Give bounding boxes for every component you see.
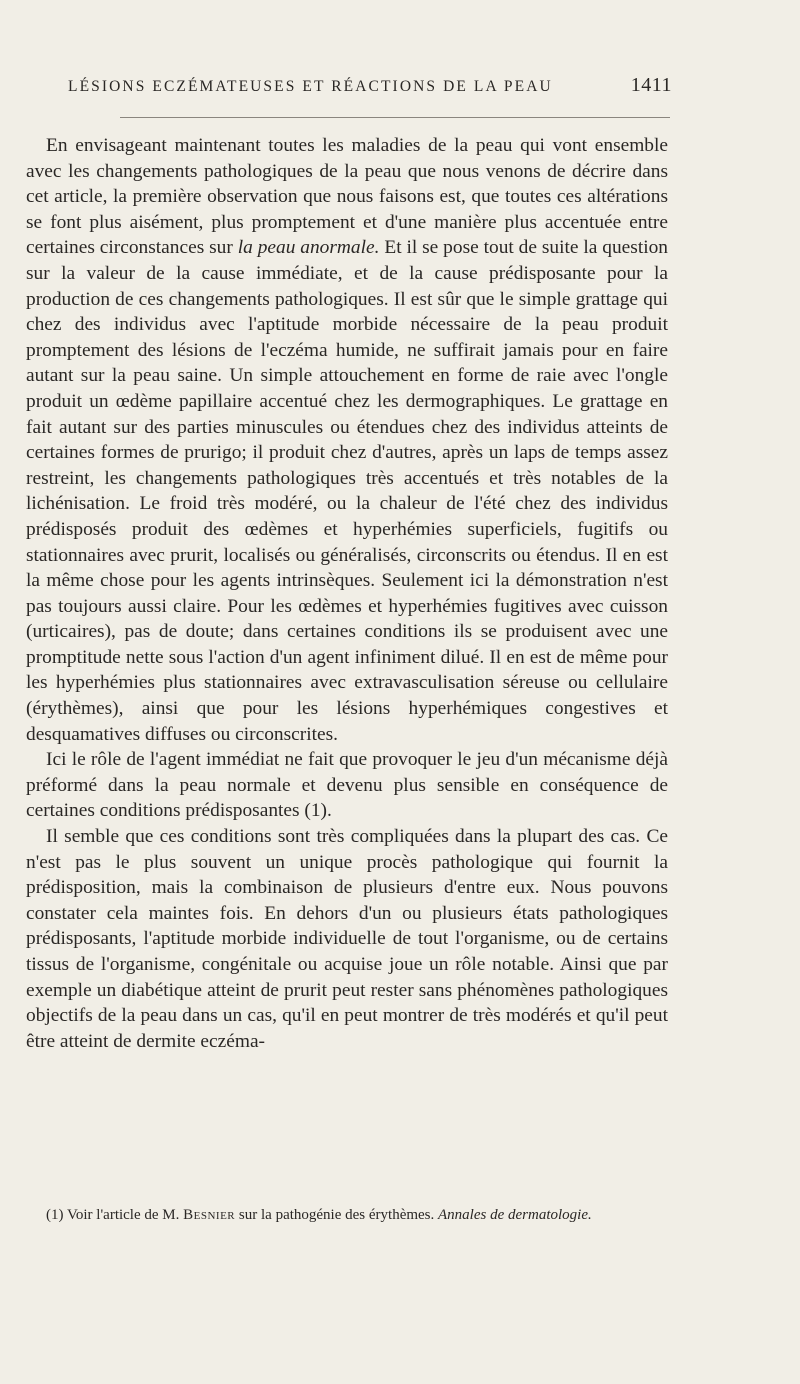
footnote-author: Besnier: [183, 1207, 236, 1223]
paragraph-1-rest: Et il se pose tout de suite la question sur la valeur de la cause immédiate, et de la cause prédisposante pour la production de ces changements pathologiques. Il est sûr que le simple grattage qui chez des individus avec l'aptitude morbide nécessaire de la peau produit promptement des lésions de l'eczéma humide, ne suffirait jamais pour en faire autant sur la peau saine. Un simple attouchement en forme de raie avec l'ongle produit un œdème papillaire accentué chez les dermographiques. Le grattage en fait autant sur des parties minuscules ou étendues chez des individus atteints de certaines formes de prurigo; il produit chez d'autres, après un laps de temps assez restreint, les changements pathologiques très accentués et très notables de la lichénisation. Le froid très modéré, ou la chaleur de l'été chez des individus prédisposés produit des œdèmes et hyperhémies superficiels, fugitifs ou stationnaires avec prurit, localisés ou généralisés, circonscrits ou étendus. Il en est la même chose pour les agents intrinsèques. Seulement ici la démonstration n'est pas toujours aussi claire. Pour les œdèmes et hyperhémies fugitives avec cuisson (urticaires), pas de doute; dans certaines conditions ils se produisent avec une promptitude nette sous l'action d'un agent infiniment dilué. Il en est de même pour les hyperhémies plus stationnaires avec extravasculisation séreuse ou cellulaire (érythèmes), ainsi que pour les lésions hyperhémiques congestives et desquamatives diffuses ou circonscrites.: [26, 237, 668, 745]
paragraph-2: Ici le rôle de l'agent immédiat ne fait que provoquer le jeu d'un mécanisme déjà préformé dans la peau normale et devenu plus sensible en conséquence de certaines conditions prédisposantes (1).: [26, 749, 668, 822]
paragraph-1: [26, 133, 668, 747]
paragraph-1-start: En envisageant maintenant toutes les maladies de la peau qui vont ensemble avec les changements pathologiques de la peau que nous venons de décrire dans cet article, la première observation que nous faisons est, que toutes ces altérations se font plus aisément, plus promptement et d'une manière plus accentuée entre certaines circonstances sur: [26, 135, 668, 259]
footnote-journal: Annales de dermatologie.: [438, 1207, 592, 1223]
body-text: [26, 133, 668, 1054]
footnote-text-start: Voir l'article de M.: [66, 1207, 184, 1223]
header-rule: [120, 117, 670, 118]
running-title: LÉSIONS ECZÉMATEUSES ET RÉACTIONS DE LA PEAU: [68, 78, 553, 95]
footnote: [26, 1205, 668, 1226]
footnote-line: [26, 1205, 668, 1226]
running-header: [68, 74, 672, 97]
page-number: 1411: [630, 74, 672, 96]
footnote-marker: (1): [46, 1207, 64, 1223]
italic-phrase: la peau anormale.: [237, 237, 380, 259]
footnote-text-end: sur la pathogénie des érythèmes.: [235, 1207, 439, 1223]
paragraph-3: Il semble que ces conditions sont très compliquées dans la plupart des cas. Ce n'est pas le plus souvent un unique procès pathologique qui fournit la prédisposition, mais la combinaison de plusieurs d'entre eux. Nous pouvons constater cela maintes fois. En dehors d'un ou plusieurs états pathologiques prédisposants, l'aptitude morbide individuelle de tout l'organisme, ou de certains tissus de l'organisme, congénitale ou acquise joue un rôle notable. Ainsi que par exemple un diabétique atteint de prurit peut rester sans phénomènes pathologiques objectifs de la peau dans un cas, qu'il en peut montrer de très modérés et qu'il peut être atteint de dermite eczéma-: [26, 826, 668, 1052]
